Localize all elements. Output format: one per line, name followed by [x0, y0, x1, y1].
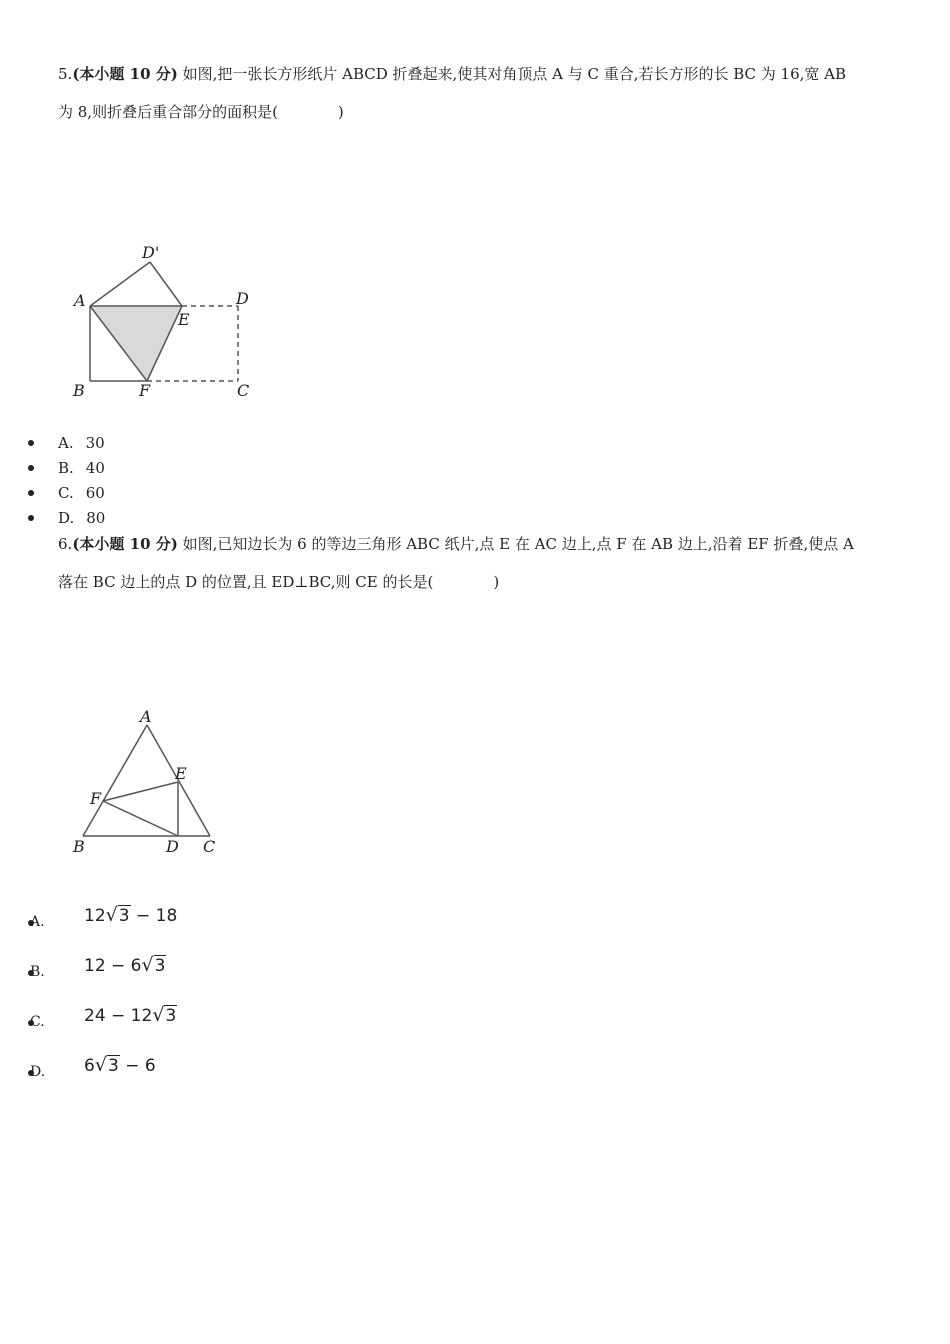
sqrt-icon: √3: [152, 1004, 177, 1026]
q6-number: 6.: [58, 535, 73, 553]
q6-option-c-letter: C.: [30, 1014, 45, 1030]
q5-label-d: D: [236, 289, 249, 308]
q5-option-d[interactable]: [28, 506, 105, 530]
bullet-icon: [28, 515, 34, 521]
q6-text1: 如图,已知边长为 6 的等边三角形 ABC 纸片,点 E 在 AC 边上,点 F 在 AB 边上,沿着 EF 折叠,使点 A: [182, 535, 854, 553]
q5-label-f: F: [139, 381, 151, 400]
q6-line1: [58, 534, 854, 554]
q5-option-d-letter: D.: [58, 509, 75, 527]
q5-score: (本小题 10 分): [72, 65, 178, 83]
q5-label-c: C: [237, 381, 250, 400]
bullet-icon: [28, 490, 34, 496]
q6-text2: 落在 BC 边上的点 D 的位置,且 ED⊥BC,则 CE 的长是( ): [58, 573, 500, 591]
q6-score: (本小题 10 分): [72, 535, 178, 553]
q5-option-a[interactable]: [28, 431, 105, 455]
q5-label-e: E: [178, 310, 190, 329]
sqrt-icon: √3: [105, 904, 130, 926]
q6-option-b-math: 12 − 6√3: [84, 954, 166, 976]
q6-label-c: C: [203, 837, 216, 856]
q5-option-c-letter: C.: [58, 484, 74, 502]
q5-option-a-value: 30: [85, 434, 105, 452]
q6-option-a-math: 12√3 − 18: [84, 904, 178, 926]
q5-line1: [58, 64, 846, 84]
q6-option-d-letter: D.: [30, 1064, 46, 1080]
q5-number: 5.: [58, 65, 73, 83]
q6-figure: [65, 705, 225, 860]
q6-label-b: B: [73, 837, 85, 856]
q5-option-b-value: 40: [85, 459, 105, 477]
q6-label-a: A: [140, 707, 152, 726]
q5-text2: 为 8,则折叠后重合部分的面积是( ): [58, 103, 344, 121]
q5-option-c[interactable]: [28, 481, 105, 505]
q6-option-d-math: 6√3 − 6: [84, 1054, 156, 1076]
q6-option-c-math: 24 − 12√3: [84, 1004, 177, 1026]
q5-option-a-letter: A.: [58, 434, 74, 452]
bullet-icon: [28, 465, 34, 471]
q5-option-c-value: 60: [85, 484, 105, 502]
q6-label-d: D: [166, 837, 179, 856]
bullet-icon: [28, 440, 34, 446]
q5-option-d-value: 80: [86, 509, 106, 527]
q5-option-b[interactable]: [28, 456, 105, 480]
q6-label-f: F: [90, 789, 102, 808]
q6-option-b-letter: B.: [30, 964, 45, 980]
q5-label-a: A: [74, 291, 86, 310]
q5-text1: 如图,把一张长方形纸片 ABCD 折叠起来,使其对角顶点 A 与 C 重合,若长方形的长 BC 为 16,宽 AB: [182, 65, 847, 83]
q5-label-dp: D': [142, 243, 160, 262]
sqrt-icon: √3: [141, 954, 166, 976]
q6-option-a-letter: A.: [30, 914, 45, 930]
q5-figure: [60, 232, 270, 404]
sqrt-icon: √3: [94, 1054, 119, 1076]
q5-label-b: B: [73, 381, 85, 400]
q5-option-b-letter: B.: [58, 459, 74, 477]
q5-overlap-triangle: [90, 306, 182, 381]
q6-label-e: E: [175, 764, 187, 783]
